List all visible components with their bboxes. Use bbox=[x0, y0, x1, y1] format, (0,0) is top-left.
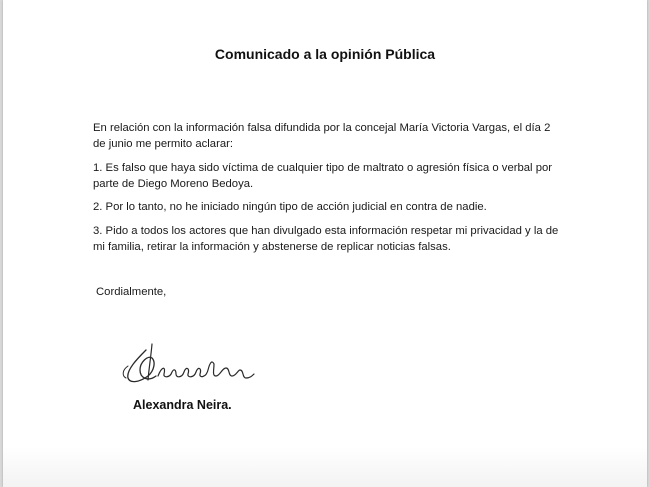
signer-name: Alexandra Neira. bbox=[133, 398, 232, 412]
intro-paragraph: En relación con la información falsa difundida por la concejal María Victoria Vargas, el día 2 de junio me permito aclarar: bbox=[93, 122, 551, 150]
closing-text: Cordialmente, bbox=[96, 286, 167, 298]
item-1: 1. Es falso que haya sido víctima de cualquier tipo de maltrato o agresión física o verbal por parte de Diego Moreno Bedoya. bbox=[93, 162, 553, 190]
item-2: 2. Por lo tanto, no he iniciado ningún tipo de acción judicial en contra de nadie. bbox=[93, 201, 487, 213]
handwritten-signature bbox=[118, 336, 268, 394]
document-title: Comunicado a la opinión Pública bbox=[214, 46, 436, 62]
item-3: 3. Pido a todos los actores que han divulgado esta información respetar mi privacidad y la de mi familia, retirar la información y abstenerse de replicar noticias falsas. bbox=[93, 225, 559, 253]
page-shadow bbox=[3, 447, 647, 487]
